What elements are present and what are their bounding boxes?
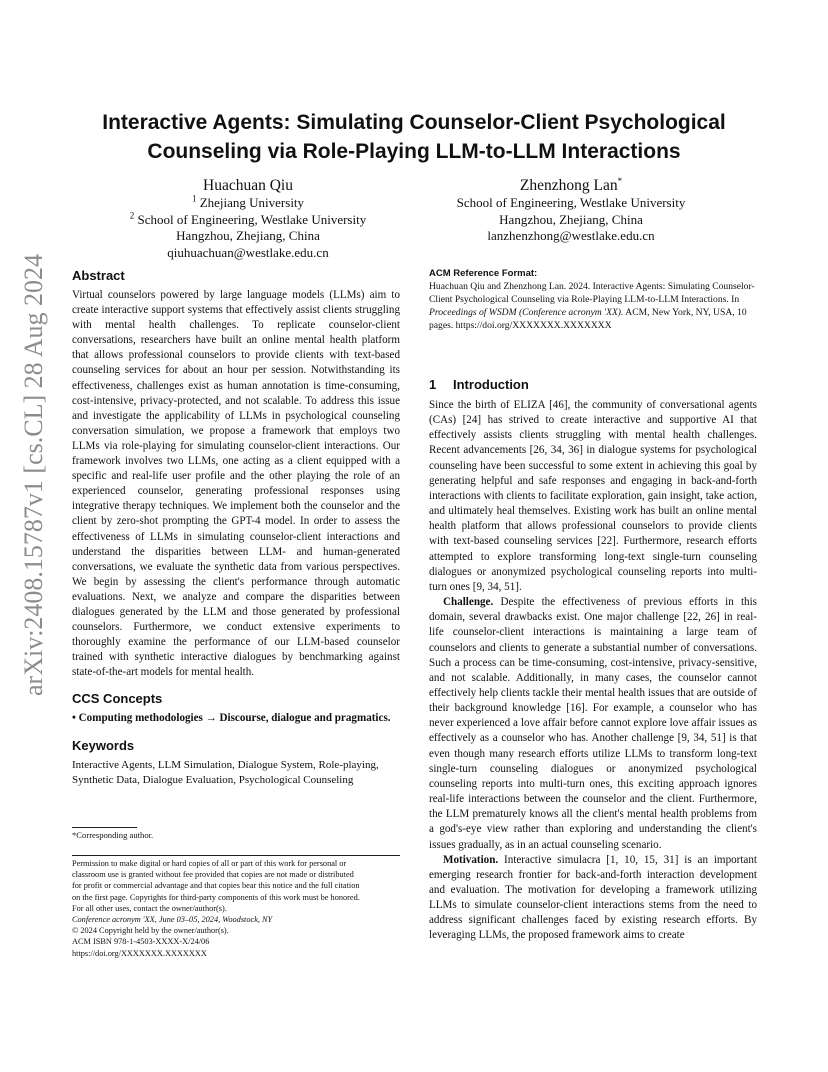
- keywords-heading: Keywords: [72, 737, 135, 753]
- corresponding-mark: *: [617, 175, 623, 186]
- arxiv-identifier-text: arXiv:2408.15787v1 [cs.CL] 28 Aug 2024: [19, 254, 48, 696]
- permission-block: [72, 858, 400, 959]
- acm-reference-after: ACM, New York, NY, USA, 10 pages. https://doi.org/XXXXXXX.XXXXXXX: [429, 307, 747, 331]
- author-email: qiuhuachuan@westlake.edu.cn: [167, 244, 329, 260]
- copyright-line: © 2024 Copyright held by the owner/author(s).: [72, 926, 229, 936]
- affiliation-text: Zhejiang University: [199, 195, 305, 210]
- introduction-heading: [429, 376, 529, 394]
- permission-line: Permission to make digital or hard copies of all or part of this work for personal or: [72, 859, 347, 868]
- author-location: Hangzhou, Zhejiang, China: [499, 211, 643, 227]
- permission-rule: [72, 855, 400, 856]
- ccs-heading: CCS Concepts: [72, 691, 163, 707]
- section-title: Introduction: [453, 377, 529, 392]
- permission-line: For all other uses, contact the owner/author(s).: [72, 903, 227, 913]
- right-column: [429, 267, 757, 332]
- author-email: lanzhenzhong@westlake.edu.cn: [487, 228, 655, 243]
- affiliation-marker: 1: [191, 193, 197, 204]
- title-line-1: Interactive Agents: Simulating Counselor-Client Psychological: [102, 111, 726, 134]
- motivation-lead: Motivation.: [443, 853, 499, 866]
- abstract-text: Virtual counselors powered by large language models (LLMs) aim to create interactive support systems that effectively assist clients struggling with mental health challenges. To replicate counselor-client conversations, researchers have built an online mental health platform that allows professional counselors to provide clients with text-based counseling services for about an hour per session. Notwithstanding its effectiveness, challenges exist as human annotation is time-consuming, cost-intensive, privacy-protected, and not scalable. To address this issue and investigate the applicability of LLMs in psychological counseling conversation simulation, we propose a framework that employs two LLMs via role-playing for simulating counselor-client interactions. Our framework involves two LLMs, one acting as a client equipped with a specific and real-life user profile and the other playing the role of an experienced counselor, generating professional responses using integrative therapy techniques. We implement both the counselor and the client by zero-shot prompting the GPT-4 model. In order to assess the effectiveness of LLMs in simulating counselor-client interactions and understand the disparities between LLM- and human-generated conversations, we evaluate the synthetic data from various perspectives. We begin by assessing the client's performance through automatic evaluations. Next, we analyze and compare the disparities between dialogues generated by the LLM and those generated by professional counselors. Furthermore, we conduct extensive experiments to thoroughly examine the performance of our LLM-based counselor trained with synthetic interactive dialogues by benchmarking against state-of-the-art models for mental health.: [72, 289, 400, 679]
- section-number: 1: [429, 377, 437, 392]
- left-column: [72, 267, 400, 788]
- author-affiliation-2: [112, 212, 384, 229]
- footnote-rule: [72, 827, 137, 828]
- conference-venue: [72, 914, 400, 925]
- isbn-line: ACM ISBN 978-1-4503-XXXX-X/24/06: [72, 937, 210, 947]
- author-affiliation: School of Engineering, Westlake University: [456, 195, 686, 210]
- permission-line: classroom use is granted without fee provided that copies are not made or distributed: [72, 870, 354, 880]
- corresponding-author-footnote: *Corresponding author.: [72, 830, 154, 840]
- challenge-lead: Challenge.: [443, 596, 494, 609]
- abstract-heading: Abstract: [72, 268, 125, 283]
- ccs-text: • Computing methodologies → Discourse, dialogue and pragmatics.: [72, 712, 391, 725]
- acm-reference-heading: ACM Reference Format:: [429, 268, 538, 279]
- doi-line: https://doi.org/XXXXXXX.XXXXXXX: [72, 948, 207, 958]
- intro-paragraph-1: Since the birth of ELIZA [46], the community of conversational agents (CAs) [24] has strived to create interactive and supportive AI that effectively assists clients struggling with mental health challenges. Recent advancements [26, 34, 36] in dialogue systems for psychological counseling have been successful to some extent in achieving this goal by generating helpful and safe responses and engaging in back-and-forth interactions with clients to facilitate exploration, gain insight, take action, and ultimately heal themselves. Existing work has built an online mental health platform that allows professional counselors to provide clients with text-based counseling services [22]. Furthermore, research efforts attempted to explore transforming long-text single-turn counseling dialogues or anonymized psychological counseling reports into multi-turn ones [9, 34, 51].: [429, 399, 757, 593]
- permission-line: for profit or commercial advantage and that copies bear this notice and the full citation: [72, 881, 360, 891]
- author-block-2: [432, 176, 710, 245]
- acm-reference-proceedings: Proceedings of WSDM (Conference acronym 'XX).: [429, 307, 624, 318]
- permission-line: on the first page. Copyrights for third-party components of this work must be honored.: [72, 892, 360, 902]
- author-name-text: Zhenzhong Lan: [519, 177, 618, 194]
- acm-reference-text: [429, 280, 757, 332]
- intro-paragraph-3: [429, 853, 757, 944]
- affiliation-text: School of Engineering, Westlake University: [137, 211, 367, 227]
- introduction-body: [429, 398, 757, 944]
- conference-venue-text: Conference acronym 'XX, June 03–05, 2024, Woodstock, NY: [72, 915, 273, 925]
- keywords-text: Interactive Agents, LLM Simulation, Dialogue System, Role-playing, Synthetic Data, Dialogue Evaluation, Psychological Counseling: [72, 758, 379, 786]
- paper-title: [72, 108, 756, 166]
- motivation-text: Interactive simulacra [1, 10, 15, 31] is an important emerging research frontier for back-and-forth interaction development and evaluation. The motivation for developing a framework utilizing LLMs to simulate counselor-client interactions stems from the need to address significant challenges faced by existing research efforts. By leveraging LLMs, the proposed framework aims to create: [429, 853, 757, 942]
- challenge-text: Despite the effectiveness of previous efforts in this domain, several drawbacks exist. One major challenge [22, 26] in real-life counselor-client interactions is maintaining a large team of counselors and clients to generate a substantial number of conversations. Such a process can be time-consuming, cost-intensive, privacy-sensitive, and not scalable. Additionally, in many cases, the counselor cannot effectively help clients tackle their mental health issues that are outside of their background knowledge [16]. For example, a counselor who has never experienced a love affair before cannot explore love affair issues as effectively as a counselor who has. Another challenge [9, 34, 51] is that even though many research efforts utilize LLMs to transform long-text single-turn counseling dialogues or anonymized psychological counseling reports into multi-turn ones, this exciting approach ignores real-life interactions between the counselor and the client. Furthermore, the LLM prematurely knows all the client's mental health problems from a god's-eye view rather than exploring and understanding the client's issues gradually, as in an actual counseling scenario.: [429, 596, 757, 851]
- author-location: Hangzhou, Zhejiang, China: [176, 228, 320, 243]
- acm-reference-before: Huachuan Qiu and Zhenzhong Lan. 2024. Interactive Agents: Simulating Counselor-Client Psychological Counseling via Role-Playing LLM-to-LLM Interactions. In: [429, 281, 755, 305]
- author-name: [432, 176, 710, 195]
- arxiv-identifier: [4, 254, 64, 696]
- author-affiliation-1: [112, 195, 384, 212]
- author-name: Huachuan Qiu: [203, 177, 293, 194]
- intro-paragraph-2: [429, 595, 757, 853]
- author-block-1: [112, 176, 384, 261]
- title-line-2: Counseling via Role-Playing LLM-to-LLM Interactions: [147, 140, 681, 163]
- affiliation-marker: 2: [129, 210, 135, 221]
